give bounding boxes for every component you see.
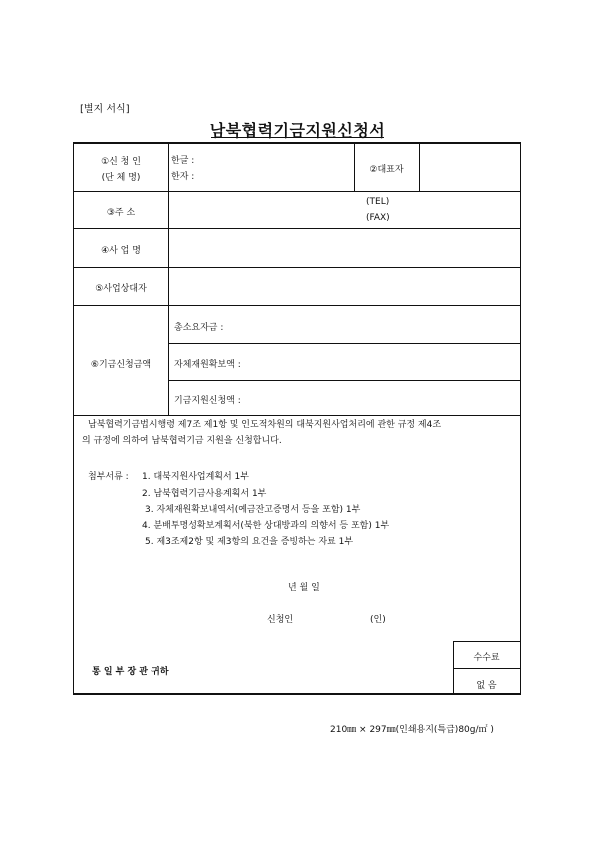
fund-amount-label: ⑥기금신청금액 bbox=[90, 360, 152, 370]
requested-funds-field[interactable]: 기금지원신청액 : bbox=[174, 396, 241, 406]
statement-line-1: 남북협력기금법시행령 제7조 제1항 및 인도적차원의 대북지원사업처리에 관한 규정 제4조 bbox=[88, 420, 442, 430]
seal-mark: (인) bbox=[370, 615, 386, 625]
fund-subline-2 bbox=[169, 380, 520, 381]
label-column-divider bbox=[168, 143, 169, 415]
row-line-2 bbox=[74, 228, 520, 229]
title-underline bbox=[211, 137, 384, 138]
project-name-label: ④사 업 명 bbox=[101, 246, 141, 256]
address-field[interactable] bbox=[170, 193, 360, 226]
form-number-label: [별지 서식] bbox=[80, 104, 130, 115]
row-line-1 bbox=[74, 191, 520, 192]
statement-line-2: 의 규정에 의하여 남북협력기금 지원을 신청합니다. bbox=[82, 436, 282, 446]
fee-value: 없 음 bbox=[476, 681, 497, 691]
attachment-item: 4. 분배투명성확보계획서(북한 상대방과의 의향서 등 포함) 1부 bbox=[142, 521, 390, 531]
applicant-org-label: (단 체 명) bbox=[101, 173, 141, 183]
fee-label: 수수료 bbox=[473, 653, 500, 663]
attachment-item: 2. 남북협력기금사용계획서 1부 bbox=[142, 489, 267, 499]
row-line-3 bbox=[74, 267, 520, 268]
project-name-field[interactable] bbox=[170, 230, 519, 266]
attachment-item: 5. 제3조제2항 및 제3항의 요건을 증빙하는 자료 1부 bbox=[145, 537, 354, 547]
fee-box-top bbox=[453, 641, 520, 642]
row-line-4 bbox=[74, 305, 520, 306]
document-title: 남북협력기금지원신청서 bbox=[209, 121, 386, 140]
date-line[interactable]: 년 월 일 bbox=[288, 583, 320, 593]
applicant-label: ①신 청 인 bbox=[101, 157, 141, 167]
attachment-item: 3. 자체재원확보내역서(예금잔고증명서 등을 포함) 1부 bbox=[145, 505, 361, 515]
paper-spec: 210㎜ × 297㎜(인쇄용지(특급)80g/㎡ ) bbox=[330, 725, 494, 735]
address-label: ③주 소 bbox=[106, 208, 136, 218]
applicant-signature-label: 신청인 bbox=[267, 615, 294, 625]
representative-label: ②대표자 bbox=[369, 165, 404, 175]
fund-subline-1 bbox=[169, 343, 520, 344]
recipient-line: 통 일 부 장 관 귀하 bbox=[92, 667, 169, 677]
total-funds-field[interactable]: 총소요자금 : bbox=[174, 323, 224, 333]
hanja-name-field[interactable]: 한자 : bbox=[171, 172, 195, 182]
row-line-5 bbox=[74, 415, 520, 416]
attachments-label: 첨부서류 : bbox=[88, 472, 129, 482]
fee-box-middle bbox=[453, 668, 520, 669]
applicant-signature-field[interactable] bbox=[300, 608, 365, 624]
attachment-item: 1. 대북지원사업계획서 1부 bbox=[142, 472, 249, 482]
korean-name-field[interactable]: 한글 : bbox=[171, 156, 195, 166]
counterpart-field[interactable] bbox=[170, 269, 519, 304]
tel-label: (TEL) bbox=[366, 197, 390, 207]
representative-field[interactable] bbox=[420, 144, 520, 190]
self-funding-field[interactable]: 자체재원확보액 : bbox=[174, 360, 241, 370]
counterpart-label: ⑤사업상대자 bbox=[95, 284, 147, 294]
fax-label: (FAX) bbox=[366, 213, 390, 223]
